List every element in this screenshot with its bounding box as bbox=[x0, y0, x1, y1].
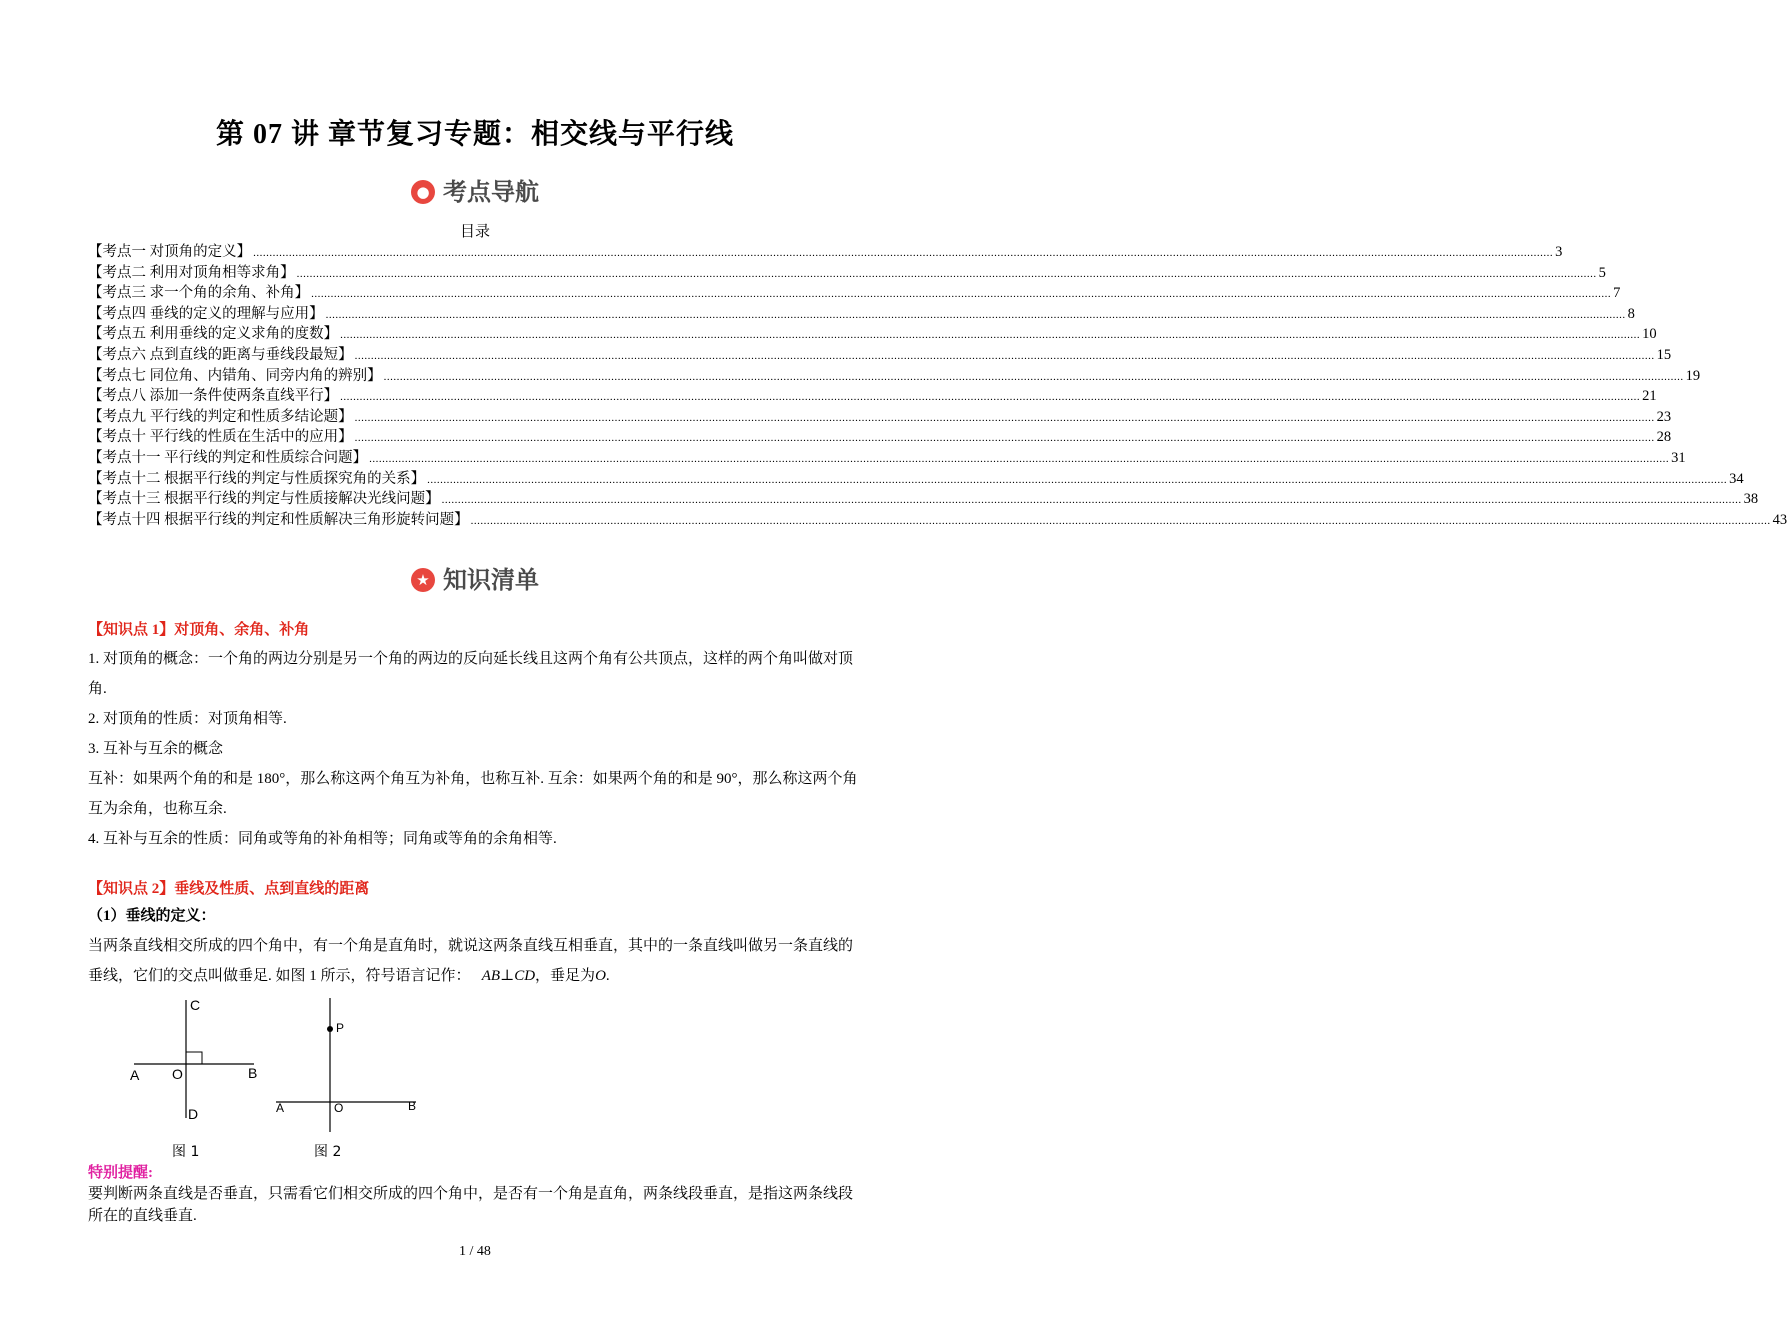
knowledge-point-1 bbox=[88, 620, 864, 854]
toc-entry-page: 23 bbox=[1656, 408, 1672, 425]
tip-title: 特别提醒: bbox=[88, 1165, 153, 1181]
toc-entry-label: 【考点十一 平行线的判定和性质综合问题】 bbox=[88, 449, 368, 466]
fig2-label-o: O bbox=[334, 1101, 344, 1115]
toc-entry[interactable] bbox=[88, 261, 1606, 282]
toc-entry[interactable] bbox=[88, 384, 1657, 405]
toc-entry-page: 7 bbox=[1613, 285, 1621, 302]
toc-entry[interactable] bbox=[88, 508, 1787, 529]
special-reminder bbox=[88, 1163, 864, 1227]
toc-dot-leader: ................................................................................................................................................................................................................................................................................................................................................................................................................ bbox=[470, 514, 1771, 527]
toc-dot-leader: ................................................................................................................................................................................................................................................................................................................................................................................................................ bbox=[441, 494, 1742, 507]
toc-entry[interactable] bbox=[88, 281, 1621, 302]
toc-entry-label: 【考点十 平行线的性质在生活中的应用】 bbox=[88, 429, 353, 446]
kp1-paragraph-3: 3. 互补与互余的概念 bbox=[88, 741, 224, 757]
toc-entry[interactable] bbox=[88, 302, 1635, 323]
nav-header-text: 考点导航 bbox=[443, 178, 539, 206]
fig1-label-a: A bbox=[130, 1067, 140, 1083]
toc-entry[interactable] bbox=[88, 487, 1759, 508]
toc-dot-leader: ................................................................................................................................................................................................................................................................................................................................................................................................................ bbox=[311, 288, 1612, 301]
kp2-heading: 【知识点 2】垂线及性质、点到直线的距离 bbox=[88, 881, 370, 897]
toc-entry-label: 【考点四 垂线的定义的理解与应用】 bbox=[88, 305, 324, 322]
kp1-paragraph-2: 2. 对顶角的性质：对顶角相等. bbox=[88, 711, 287, 727]
toc-dot-leader: ................................................................................................................................................................................................................................................................................................................................................................................................................ bbox=[325, 308, 1626, 321]
figure-1 bbox=[120, 994, 280, 1166]
toc-entry-page: 34 bbox=[1729, 470, 1744, 487]
toc-entry-page: 21 bbox=[1642, 388, 1657, 405]
toc-entry-page: 5 bbox=[1598, 264, 1606, 281]
kp2-definition bbox=[88, 931, 864, 991]
toc-entry[interactable] bbox=[88, 446, 1686, 467]
kp2-period: . bbox=[605, 968, 610, 984]
toc-entry[interactable] bbox=[88, 240, 1563, 261]
fig2-label-a: A bbox=[276, 1101, 285, 1115]
toc-dot-leader: ................................................................................................................................................................................................................................................................................................................................................................................................................ bbox=[427, 473, 1728, 486]
tip-text: 要判断两条直线是否垂直，只需看它们相交所成的四个角中，是否有一个角是直角，两条线段垂直，是指这两条线段所在的直线垂直. bbox=[88, 1186, 854, 1224]
fig1-label-o: O bbox=[172, 1066, 183, 1082]
toc-dot-leader: ................................................................................................................................................................................................................................................................................................................................................................................................................ bbox=[340, 329, 1641, 342]
nav-section-header bbox=[0, 172, 950, 207]
toc-entry[interactable] bbox=[88, 343, 1672, 364]
kp2-foot-text: ，垂足为 bbox=[535, 968, 596, 984]
toc-dot-leader: ................................................................................................................................................................................................................................................................................................................................................................................................................ bbox=[354, 432, 1655, 445]
page-title: 第 07 讲 章节复习专题：相交线与平行线 bbox=[215, 119, 734, 150]
fig2-label-p: P bbox=[336, 1021, 345, 1035]
toc-entry-page: 10 bbox=[1642, 326, 1657, 343]
fig1-label-b: B bbox=[248, 1065, 258, 1081]
kp1-heading: 【知识点 1】对顶角、余角、补角 bbox=[88, 622, 310, 638]
toc-entry-page: 38 bbox=[1743, 491, 1759, 508]
figure-2 bbox=[270, 994, 430, 1166]
toc-entry-page: 8 bbox=[1627, 305, 1635, 322]
toc-entry-label: 【考点八 添加一条件使两条直线平行】 bbox=[88, 388, 339, 405]
fig2-label-b: B bbox=[408, 1099, 417, 1113]
toc-dot-leader: ................................................................................................................................................................................................................................................................................................................................................................................................................ bbox=[253, 247, 1554, 259]
toc-entry-page: 15 bbox=[1656, 346, 1672, 363]
toc-entry-label: 【考点二 利用对顶角相等求角】 bbox=[88, 264, 295, 281]
toc-entry-label: 【考点十四 根据平行线的判定和性质解决三角形旋转问题】 bbox=[88, 511, 469, 528]
toc-entry-label: 【考点一 对顶角的定义】 bbox=[88, 244, 252, 260]
kp2-foot-point: O bbox=[595, 968, 606, 984]
toc-entry-label: 【考点九 平行线的判定和性质多结论题】 bbox=[88, 408, 353, 425]
toc-entry-label: 【考点三 求一个角的余角、补角】 bbox=[88, 285, 310, 302]
knowledge-point-2 bbox=[88, 880, 864, 991]
person-icon: ● bbox=[411, 180, 435, 204]
toc-title: 目录 bbox=[459, 224, 490, 240]
toc-entry-page: 19 bbox=[1685, 367, 1701, 384]
kp1-paragraph-5: 4. 互补与互余的性质：同角或等角的补角相等；同角或等角的余角相等. bbox=[88, 831, 557, 847]
toc-dot-leader: ................................................................................................................................................................................................................................................................................................................................................................................................................ bbox=[369, 452, 1670, 465]
toc-entry-label: 【考点十三 根据平行线的判定与性质接解决光线问题】 bbox=[88, 491, 440, 508]
toc-dot-leader: ................................................................................................................................................................................................................................................................................................................................................................................................................ bbox=[340, 391, 1641, 404]
toc-dot-leader: ................................................................................................................................................................................................................................................................................................................................................................................................................ bbox=[296, 267, 1597, 280]
fig1-caption: 图 1 bbox=[172, 1144, 200, 1160]
page-number: 1 / 48 bbox=[459, 1244, 491, 1259]
star-icon: ★ bbox=[411, 568, 435, 592]
table-of-contents bbox=[88, 240, 1787, 528]
toc-entry-page: 43 bbox=[1772, 511, 1787, 528]
fig1-right-angle-mark bbox=[186, 1052, 202, 1064]
toc-entry-page: 3 bbox=[1555, 244, 1563, 260]
knowledge-section-header bbox=[0, 560, 950, 595]
fig2-caption: 图 2 bbox=[314, 1144, 342, 1160]
kp2-definition-text: 当两条直线相交所成的四个角中，有一个角是直角时，就说这两条直线互相垂直，其中的一条直线叫做另一条直线的垂线，它们的交点叫做垂足. 如图 1 所示，符号语言记作： bbox=[88, 938, 854, 984]
fig1-label-d: D bbox=[188, 1106, 199, 1122]
toc-entry[interactable] bbox=[88, 364, 1701, 385]
kp2-subheading: （1）垂线的定义： bbox=[88, 908, 216, 924]
toc-dot-leader: ................................................................................................................................................................................................................................................................................................................................................................................................................ bbox=[383, 370, 1684, 383]
toc-entry[interactable] bbox=[88, 467, 1744, 488]
toc-dot-leader: ................................................................................................................................................................................................................................................................................................................................................................................................................ bbox=[354, 349, 1655, 362]
toc-entry-page: 31 bbox=[1671, 449, 1686, 466]
toc-entry[interactable] bbox=[88, 425, 1672, 446]
knowledge-header-text: 知识清单 bbox=[443, 566, 539, 594]
fig2-point-p bbox=[327, 1026, 333, 1032]
fig1-label-c: C bbox=[190, 997, 201, 1013]
toc-entry-page: 28 bbox=[1656, 429, 1672, 446]
toc-entry-label: 【考点五 利用垂线的定义求角的度数】 bbox=[88, 326, 339, 343]
toc-entry-label: 【考点七 同位角、内错角、同旁内角的辨别】 bbox=[88, 367, 382, 384]
toc-dot-leader: ................................................................................................................................................................................................................................................................................................................................................................................................................ bbox=[354, 411, 1655, 424]
toc-entry-label: 【考点六 点到直线的距离与垂线段最短】 bbox=[88, 346, 353, 363]
toc-entry[interactable] bbox=[88, 405, 1672, 426]
toc-entry[interactable] bbox=[88, 322, 1657, 343]
kp1-paragraph-1: 1. 对顶角的概念：一个角的两边分别是另一个角的两边的反向延长线且这两个角有公共顶点，这样的两个角叫做对顶角. bbox=[88, 651, 854, 697]
kp1-paragraph-4: 互补：如果两个角的和是 180°，那么称这两个角互为补角，也称互补. 互余：如果两个角的和是 90°，那么称这两个角互为余角，也称互余. bbox=[88, 771, 858, 817]
kp2-symbol-expression: AB⊥CD bbox=[481, 968, 536, 984]
toc-entry-label: 【考点十二 根据平行线的判定与性质探究角的关系】 bbox=[88, 470, 426, 487]
